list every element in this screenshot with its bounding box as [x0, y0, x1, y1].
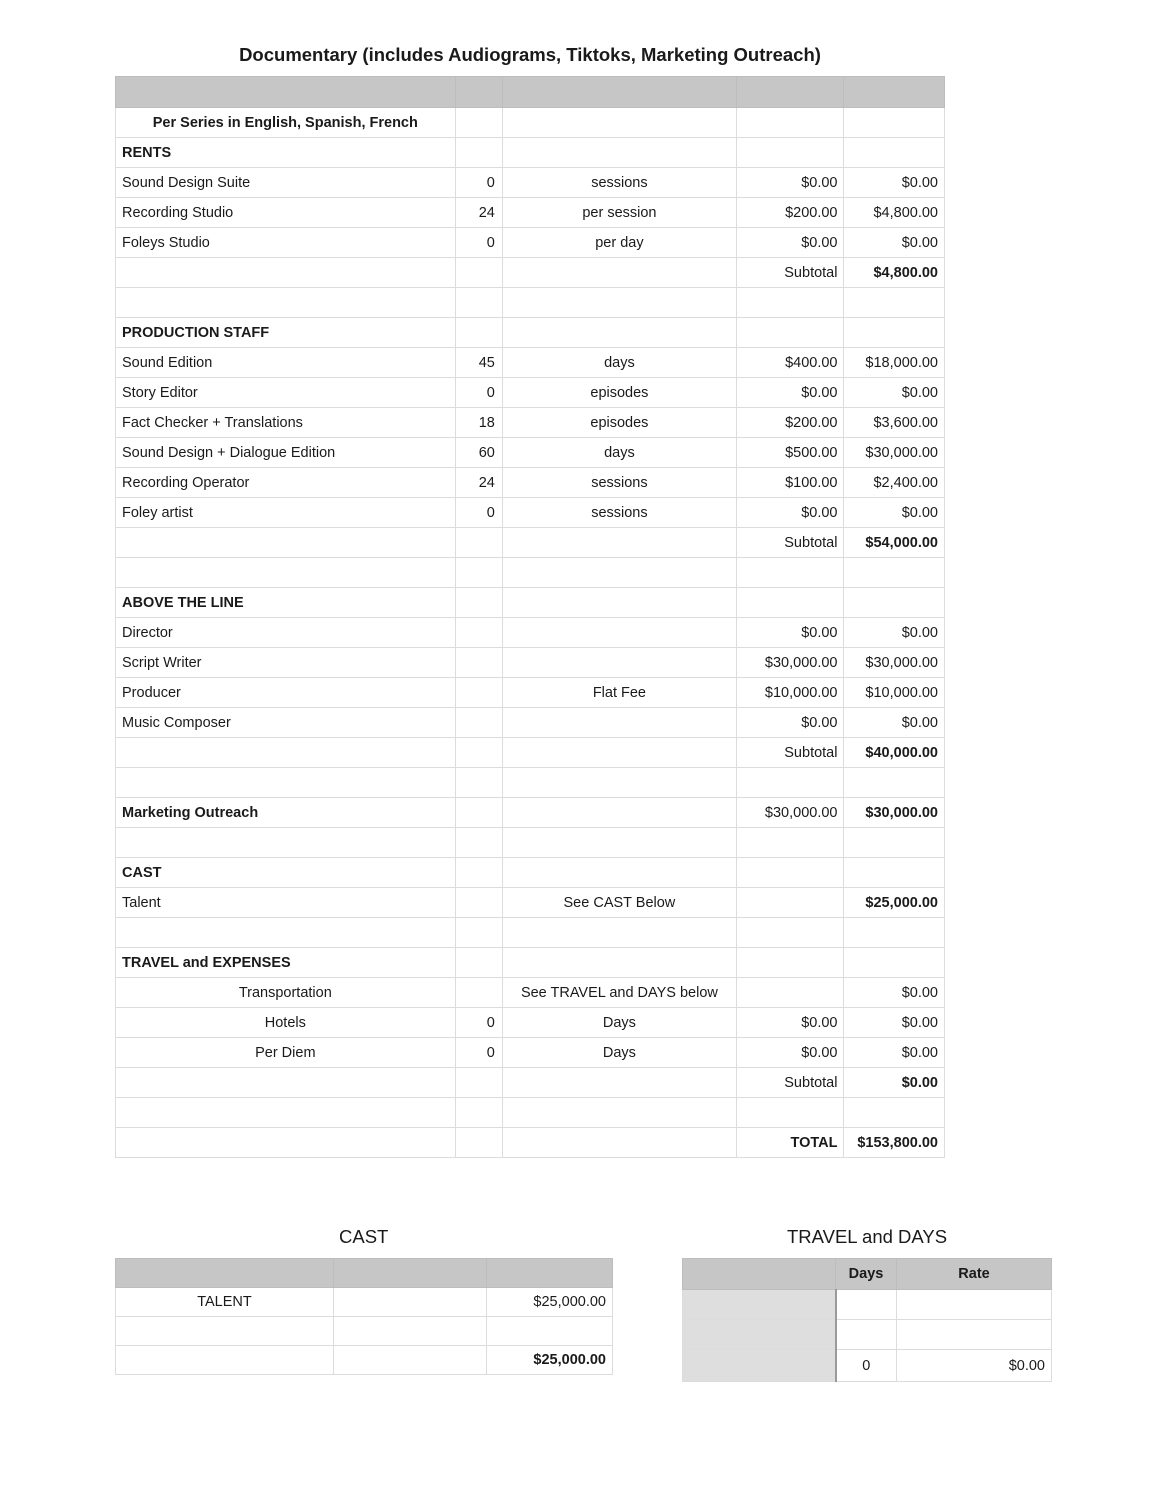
- travel-row: [683, 1290, 1052, 1320]
- cell-col-2: [502, 738, 736, 768]
- cell-col-4: [844, 828, 945, 858]
- cell-col-4: $0.00: [844, 378, 945, 408]
- cell-col-2: sessions: [502, 498, 736, 528]
- cell-col-1: [455, 768, 502, 798]
- cell-col-0: Sound Design Suite: [116, 168, 456, 198]
- table-row: [116, 888, 945, 918]
- travel-row: [683, 1320, 1052, 1350]
- cell-col-4: $30,000.00: [844, 438, 945, 468]
- table-row: [116, 288, 945, 318]
- cell-col-1: [455, 258, 502, 288]
- cell-col-2: [502, 618, 736, 648]
- travel-header-col-2: Rate: [897, 1259, 1052, 1290]
- cast-cell-col-1: [334, 1346, 487, 1375]
- cell-col-3: [736, 858, 844, 888]
- cell-col-3: [736, 318, 844, 348]
- table-row: [116, 678, 945, 708]
- cell-col-2: Days: [502, 1038, 736, 1068]
- cell-col-0: Story Editor: [116, 378, 456, 408]
- cell-col-1: [455, 528, 502, 558]
- table-row: [116, 588, 945, 618]
- cell-col-4: [844, 288, 945, 318]
- document-title: Documentary (includes Audiograms, Tiktoks, Marketing Outreach): [239, 44, 821, 65]
- cell-col-1: [455, 828, 502, 858]
- table-row: [116, 768, 945, 798]
- cell-col-2: per day: [502, 228, 736, 258]
- cell-col-3: $400.00: [736, 348, 844, 378]
- cell-col-4: $0.00: [844, 1008, 945, 1038]
- cell-col-4: $30,000.00: [844, 648, 945, 678]
- cell-col-0: RENTS: [116, 138, 456, 168]
- cell-col-0: Recording Studio: [116, 198, 456, 228]
- cell-col-2: [502, 828, 736, 858]
- cast-cell-col-0: [116, 1259, 334, 1288]
- cell-col-1: [455, 798, 502, 828]
- cell-col-3: Subtotal: [736, 528, 844, 558]
- cell-col-3: [736, 918, 844, 948]
- travel-cell-col-1: [836, 1290, 897, 1320]
- cast-row: [116, 1288, 613, 1317]
- cell-col-2: [502, 858, 736, 888]
- travel-cell-col-0: [683, 1350, 836, 1382]
- cell-col-1: [455, 888, 502, 918]
- cast-cell-col-2: $25,000.00: [487, 1346, 613, 1375]
- cell-col-0: [116, 77, 456, 108]
- cell-col-1: [455, 288, 502, 318]
- table-row: [116, 708, 945, 738]
- cast-cell-col-0: TALENT: [116, 1288, 334, 1317]
- table-row: [116, 258, 945, 288]
- table-row: [116, 378, 945, 408]
- cast-cell-col-0: [116, 1317, 334, 1346]
- cell-col-0: Transportation: [116, 978, 456, 1008]
- cell-col-4: $0.00: [844, 168, 945, 198]
- cell-col-3: $100.00: [736, 468, 844, 498]
- cell-col-3: [736, 888, 844, 918]
- cell-col-3: $0.00: [736, 618, 844, 648]
- cell-col-0: CAST: [116, 858, 456, 888]
- cell-col-0: TRAVEL and EXPENSES: [116, 948, 456, 978]
- cell-col-2: [502, 768, 736, 798]
- cell-col-4: [844, 918, 945, 948]
- table-header-row: [116, 77, 945, 108]
- cast-row: [116, 1317, 613, 1346]
- cell-col-4: $153,800.00: [844, 1128, 945, 1158]
- cell-col-0: [116, 918, 456, 948]
- cell-col-2: [502, 528, 736, 558]
- cell-col-0: [116, 558, 456, 588]
- table-row: [116, 438, 945, 468]
- cell-col-2: [502, 558, 736, 588]
- cell-col-4: [844, 768, 945, 798]
- cell-col-4: [844, 138, 945, 168]
- cell-col-4: $10,000.00: [844, 678, 945, 708]
- cell-col-1: 18: [455, 408, 502, 438]
- cell-col-1: 0: [455, 498, 502, 528]
- cell-col-3: [736, 768, 844, 798]
- cell-col-0: PRODUCTION STAFF: [116, 318, 456, 348]
- table-row: [116, 858, 945, 888]
- cell-col-2: [502, 798, 736, 828]
- cell-col-4: $0.00: [844, 618, 945, 648]
- travel-days-table: [682, 1258, 1052, 1382]
- table-row: [116, 648, 945, 678]
- cell-col-2: [502, 1128, 736, 1158]
- cell-col-0: [116, 258, 456, 288]
- budget-table: [115, 76, 945, 1158]
- cell-col-3: [736, 948, 844, 978]
- cell-col-1: [455, 978, 502, 1008]
- cell-col-4: $0.00: [844, 498, 945, 528]
- cell-col-2: days: [502, 348, 736, 378]
- cell-col-4: $0.00: [844, 708, 945, 738]
- table-row: [116, 318, 945, 348]
- cell-col-1: [455, 1128, 502, 1158]
- cell-col-2: sessions: [502, 168, 736, 198]
- cell-col-0: Fact Checker + Translations: [116, 408, 456, 438]
- cell-col-2: days: [502, 438, 736, 468]
- cell-col-1: 0: [455, 168, 502, 198]
- cell-col-1: [455, 648, 502, 678]
- cell-col-1: [455, 1098, 502, 1128]
- cell-col-3: [736, 288, 844, 318]
- travel-header-row: [683, 1259, 1052, 1290]
- travel-cell-col-2: $0.00: [897, 1350, 1052, 1382]
- table-row: [116, 1098, 945, 1128]
- cell-col-4: [844, 318, 945, 348]
- cell-col-1: 24: [455, 198, 502, 228]
- cell-col-4: $4,800.00: [844, 198, 945, 228]
- cell-col-3: $0.00: [736, 228, 844, 258]
- cell-col-4: [844, 948, 945, 978]
- table-row: [116, 1038, 945, 1068]
- cell-col-0: Hotels: [116, 1008, 456, 1038]
- cell-col-3: $0.00: [736, 378, 844, 408]
- cell-col-3: $0.00: [736, 1008, 844, 1038]
- cell-col-3: $0.00: [736, 1038, 844, 1068]
- cell-col-0: [116, 768, 456, 798]
- travel-header-col-0: [683, 1259, 836, 1290]
- travel-cell-col-0: [683, 1290, 836, 1320]
- cell-col-3: $200.00: [736, 198, 844, 228]
- cast-header-row: [116, 1259, 613, 1288]
- cell-col-0: [116, 738, 456, 768]
- cell-col-4: $0.00: [844, 1068, 945, 1098]
- cell-col-1: [455, 738, 502, 768]
- cell-col-0: Foley artist: [116, 498, 456, 528]
- cell-col-4: [844, 858, 945, 888]
- cell-col-1: [455, 138, 502, 168]
- cell-col-2: Days: [502, 1008, 736, 1038]
- cell-col-1: 0: [455, 378, 502, 408]
- table-row: [116, 948, 945, 978]
- cell-col-1: [455, 1068, 502, 1098]
- cell-col-0: [116, 288, 456, 318]
- cast-cell-col-2: $25,000.00: [487, 1288, 613, 1317]
- cell-col-0: Marketing Outreach: [116, 798, 456, 828]
- cell-col-3: Subtotal: [736, 738, 844, 768]
- cell-col-3: [736, 108, 844, 138]
- cell-col-2: See TRAVEL and DAYS below: [502, 978, 736, 1008]
- cell-col-2: [502, 288, 736, 318]
- cell-col-1: [455, 918, 502, 948]
- cell-col-2: Flat Fee: [502, 678, 736, 708]
- cell-col-4: [844, 77, 945, 108]
- travel-header-col-1: Days: [836, 1259, 897, 1290]
- cell-col-1: [455, 618, 502, 648]
- table-row: [116, 408, 945, 438]
- cell-col-3: Subtotal: [736, 258, 844, 288]
- table-row: [116, 228, 945, 258]
- cast-cell-col-0: [116, 1346, 334, 1375]
- cell-col-0: Music Composer: [116, 708, 456, 738]
- cast-row: [116, 1346, 613, 1375]
- cell-col-4: $0.00: [844, 1038, 945, 1068]
- cell-col-0: [116, 1098, 456, 1128]
- cell-col-1: 0: [455, 1038, 502, 1068]
- table-row: [116, 558, 945, 588]
- cell-col-0: Talent: [116, 888, 456, 918]
- cell-col-3: Subtotal: [736, 1068, 844, 1098]
- cell-col-3: [736, 558, 844, 588]
- table-row: [116, 1128, 945, 1158]
- cell-col-4: [844, 588, 945, 618]
- cell-col-2: [502, 648, 736, 678]
- cell-col-4: $30,000.00: [844, 798, 945, 828]
- cell-col-2: [502, 77, 736, 108]
- cell-col-3: [736, 828, 844, 858]
- cell-col-1: [455, 558, 502, 588]
- cell-col-1: [455, 948, 502, 978]
- cell-col-0: [116, 1128, 456, 1158]
- cell-col-3: $0.00: [736, 168, 844, 198]
- cell-col-4: $3,600.00: [844, 408, 945, 438]
- table-row: [116, 168, 945, 198]
- cell-col-2: See CAST Below: [502, 888, 736, 918]
- cell-col-0: [116, 528, 456, 558]
- cell-col-2: [502, 948, 736, 978]
- cell-col-0: Sound Edition: [116, 348, 456, 378]
- cell-col-4: $0.00: [844, 978, 945, 1008]
- cell-col-3: TOTAL: [736, 1128, 844, 1158]
- cell-col-1: 60: [455, 438, 502, 468]
- cell-col-3: $0.00: [736, 498, 844, 528]
- cell-col-3: [736, 77, 844, 108]
- cell-col-1: [455, 318, 502, 348]
- cell-col-0: Producer: [116, 678, 456, 708]
- cell-col-2: [502, 138, 736, 168]
- cell-col-0: Per Diem: [116, 1038, 456, 1068]
- cell-col-4: $4,800.00: [844, 258, 945, 288]
- travel-cell-col-2: [897, 1290, 1052, 1320]
- cell-col-4: [844, 108, 945, 138]
- cell-col-3: [736, 588, 844, 618]
- table-row: [116, 798, 945, 828]
- cell-col-2: [502, 588, 736, 618]
- table-row: [116, 348, 945, 378]
- cell-col-0: Foleys Studio: [116, 228, 456, 258]
- cell-col-4: $0.00: [844, 228, 945, 258]
- cell-col-3: $10,000.00: [736, 678, 844, 708]
- cell-col-1: 24: [455, 468, 502, 498]
- cast-cell-col-2: [487, 1259, 613, 1288]
- table-row: [116, 1068, 945, 1098]
- table-row: [116, 198, 945, 228]
- cell-col-3: $200.00: [736, 408, 844, 438]
- cast-cell-col-2: [487, 1317, 613, 1346]
- cell-col-2: [502, 918, 736, 948]
- cast-cell-col-1: [334, 1317, 487, 1346]
- cell-col-2: [502, 708, 736, 738]
- travel-cell-col-2: [897, 1320, 1052, 1350]
- cell-col-2: [502, 108, 736, 138]
- cell-col-1: [455, 858, 502, 888]
- cell-col-2: sessions: [502, 468, 736, 498]
- cell-col-1: [455, 678, 502, 708]
- cell-col-2: [502, 258, 736, 288]
- cell-col-2: [502, 318, 736, 348]
- cell-col-4: $40,000.00: [844, 738, 945, 768]
- table-row: [116, 828, 945, 858]
- cast-title: CAST: [339, 1226, 389, 1247]
- cell-col-4: [844, 1098, 945, 1128]
- cell-col-3: $500.00: [736, 438, 844, 468]
- cell-col-0: [116, 828, 456, 858]
- cell-col-4: $54,000.00: [844, 528, 945, 558]
- cell-col-3: $30,000.00: [736, 798, 844, 828]
- cell-col-4: [844, 558, 945, 588]
- cell-col-0: Sound Design + Dialogue Edition: [116, 438, 456, 468]
- cell-col-2: [502, 1068, 736, 1098]
- table-row: [116, 618, 945, 648]
- table-row: [116, 138, 945, 168]
- cell-col-2: episodes: [502, 378, 736, 408]
- cell-col-1: [455, 588, 502, 618]
- cell-col-1: [455, 77, 502, 108]
- cell-col-1: 0: [455, 1008, 502, 1038]
- table-row: [116, 738, 945, 768]
- table-row: [116, 978, 945, 1008]
- cell-col-2: [502, 1098, 736, 1128]
- travel-cell-col-0: [683, 1320, 836, 1350]
- cell-col-3: [736, 978, 844, 1008]
- cell-col-3: $0.00: [736, 708, 844, 738]
- cell-col-4: $2,400.00: [844, 468, 945, 498]
- table-row: [116, 528, 945, 558]
- cell-col-4: $18,000.00: [844, 348, 945, 378]
- cast-cell-col-1: [334, 1259, 487, 1288]
- cell-col-1: 0: [455, 228, 502, 258]
- travel-row: [683, 1350, 1052, 1382]
- cell-col-2: episodes: [502, 408, 736, 438]
- cell-col-0: Per Series in English, Spanish, French: [116, 108, 456, 138]
- table-row: [116, 1008, 945, 1038]
- cast-table: [115, 1258, 613, 1375]
- cell-col-0: Director: [116, 618, 456, 648]
- cell-col-3: [736, 1098, 844, 1128]
- table-row: [116, 468, 945, 498]
- cell-col-0: ABOVE THE LINE: [116, 588, 456, 618]
- travel-cell-col-1: 0: [836, 1350, 897, 1382]
- cell-col-0: Recording Operator: [116, 468, 456, 498]
- travel-cell-col-1: [836, 1320, 897, 1350]
- travel-days-title: TRAVEL and DAYS: [787, 1226, 948, 1247]
- table-row: [116, 498, 945, 528]
- cell-col-0: Script Writer: [116, 648, 456, 678]
- cell-col-3: [736, 138, 844, 168]
- cell-col-3: $30,000.00: [736, 648, 844, 678]
- table-row: [116, 108, 945, 138]
- cell-col-0: [116, 1068, 456, 1098]
- cell-col-4: $25,000.00: [844, 888, 945, 918]
- table-row: [116, 918, 945, 948]
- cast-cell-col-1: [334, 1288, 487, 1317]
- cell-col-1: [455, 708, 502, 738]
- cell-col-1: 45: [455, 348, 502, 378]
- cell-col-1: [455, 108, 502, 138]
- cell-col-2: per session: [502, 198, 736, 228]
